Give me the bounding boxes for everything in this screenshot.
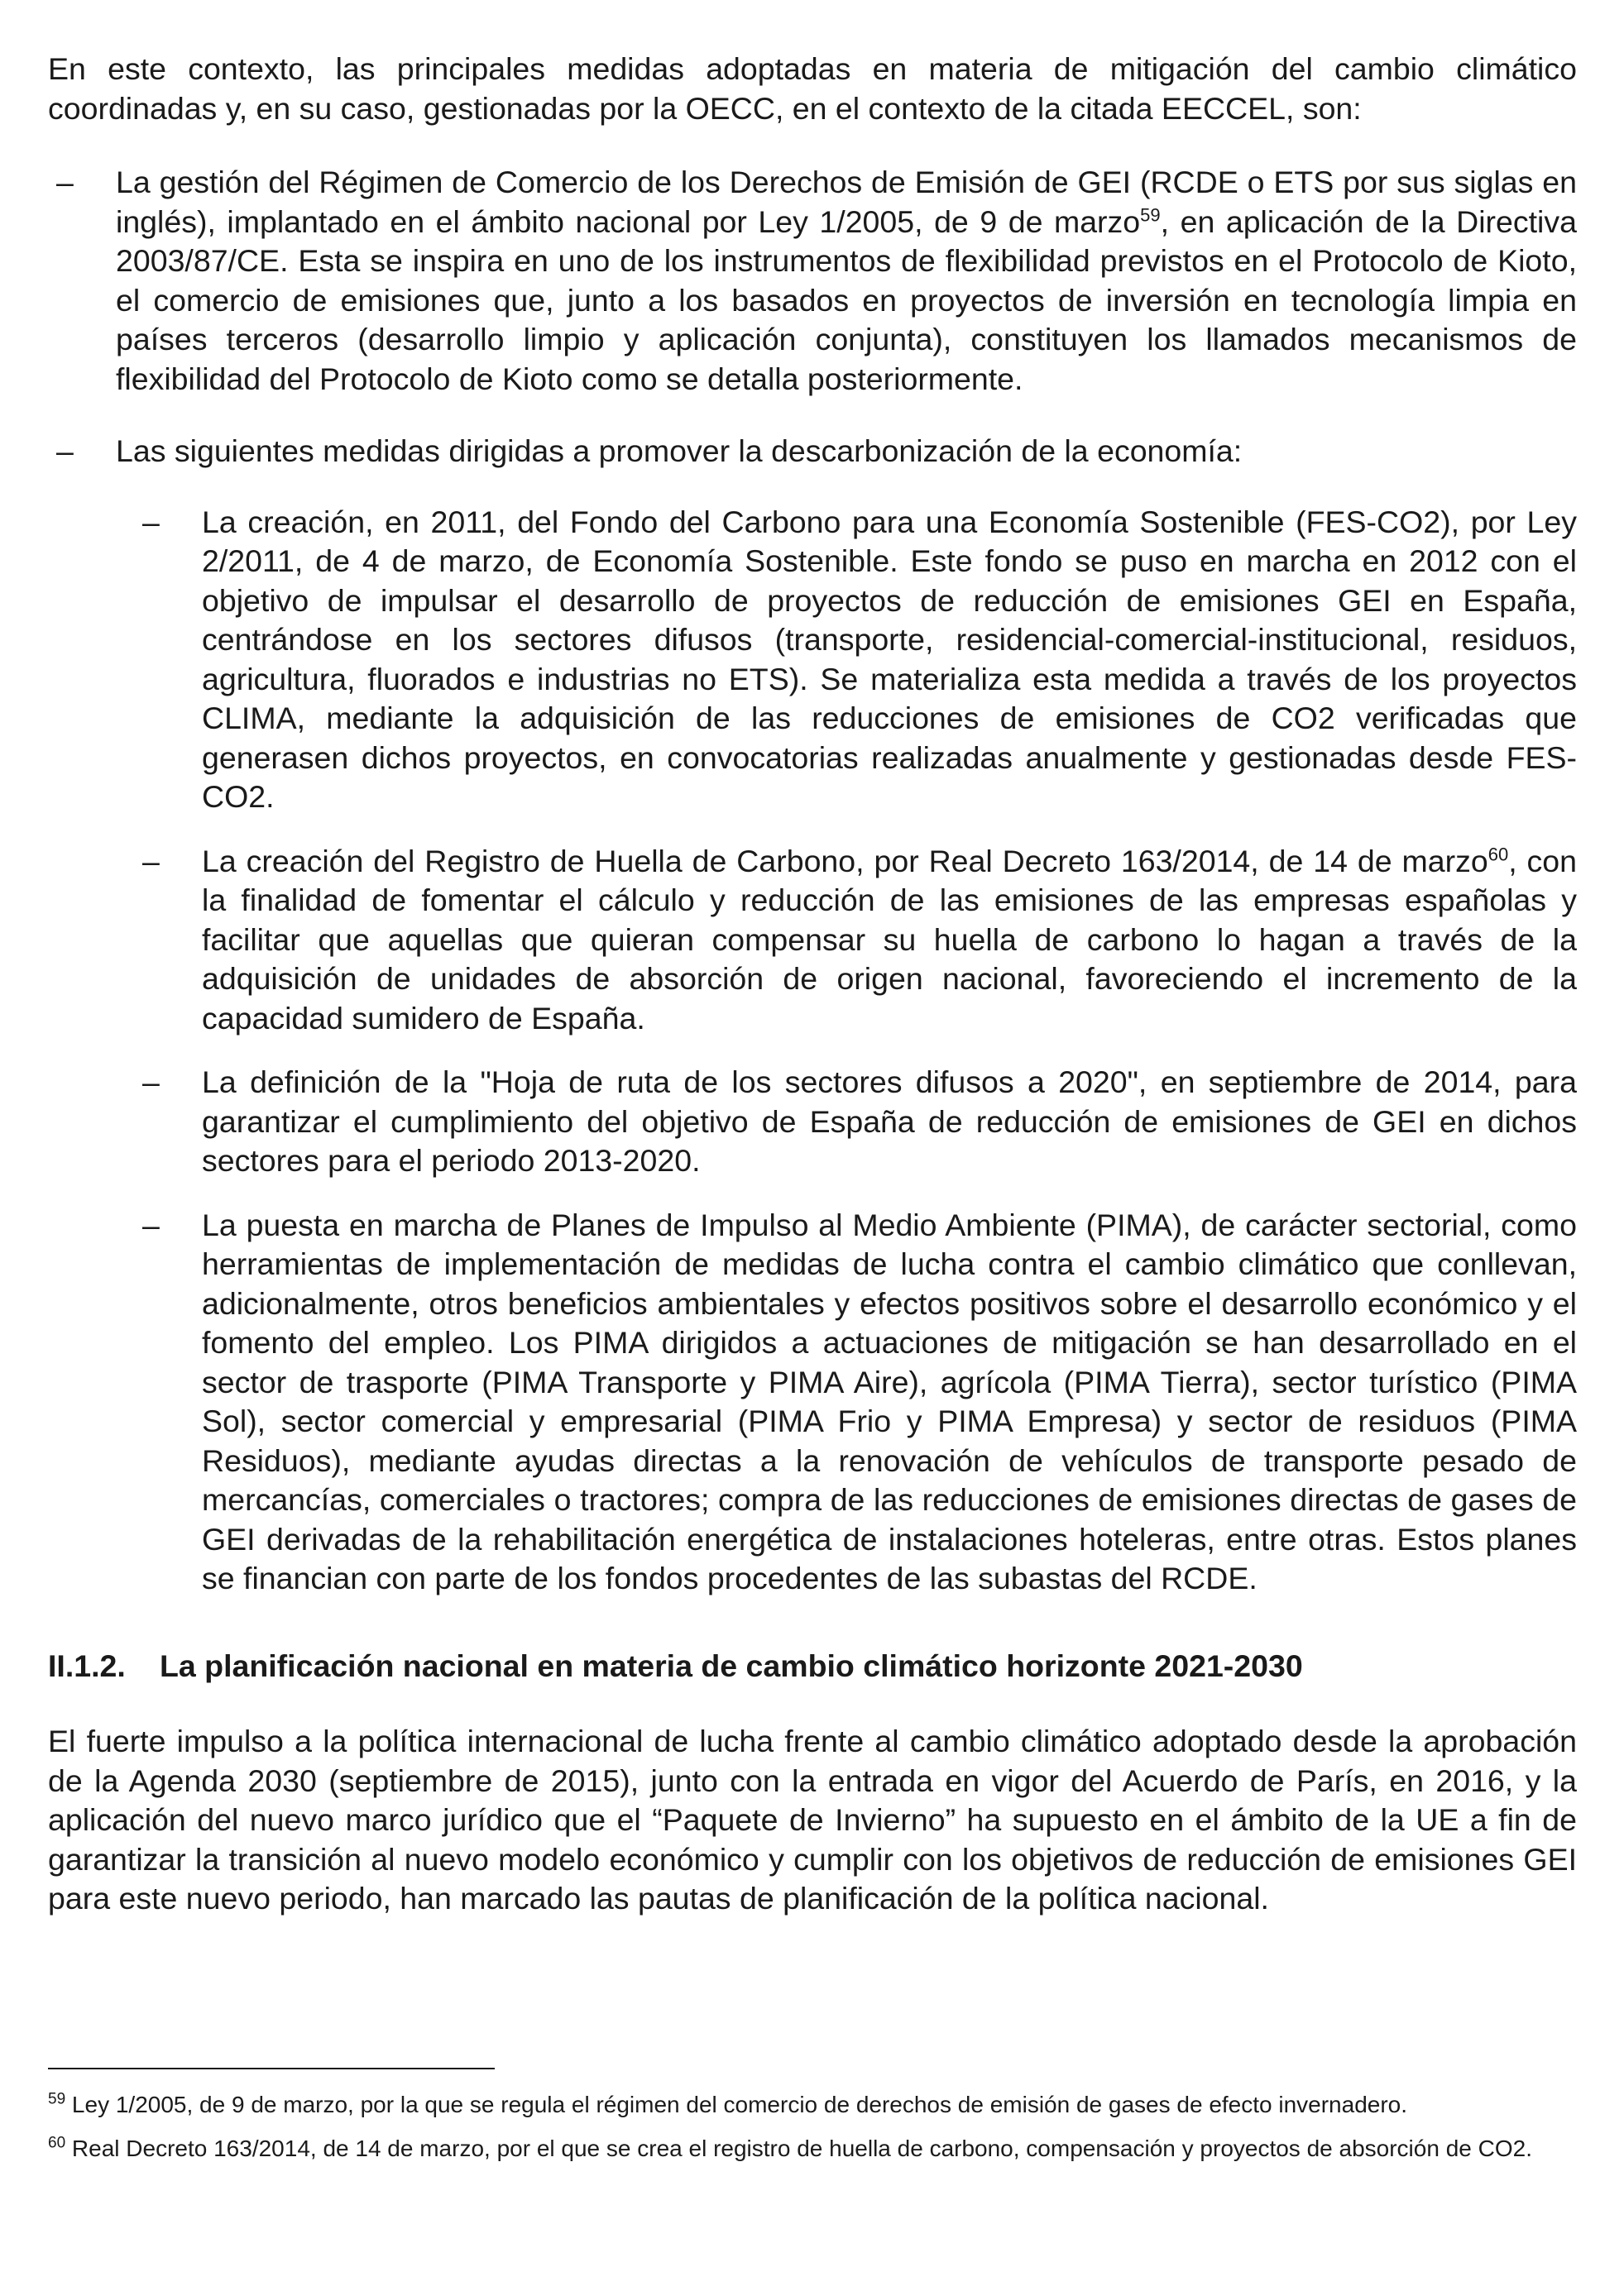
list-item: [48, 432, 1577, 1599]
footnotes: [48, 2090, 1577, 2178]
section-heading: [48, 1647, 1577, 1686]
sub-list-item: [48, 503, 1577, 817]
sub-list-item-text: La puesta en marcha de Planes de Impulso al Medio Ambiente (PIMA), de carácter sectorial, como herramientas de implementación de medidas de lucha contra el cambio climático que conllevan, adicionalmente, otros beneficios ambientales y efectos positivos sobre el desarrollo económico y el fomento del empleo. Los PIMA dirigidos a actuaciones de mitigación se han desarrollado en el sector de trasporte (PIMA Transporte y PIMA Aire), agrícola (PIMA Tierra), sector turístico (PIMA Sol), sector comercial y empresarial (PIMA Frio y PIMA Empresa) y sector de residuos (PIMA Residuos), mediante ayudas directas a la renovación de vehículos de transporte pesado de mercancías, comerciales o tractores; compra de las reducciones de emisiones directas de gases de GEI derivadas de la rehabilitación energética de instalaciones hoteleras, entre otras. Estos planes se financian con parte de los fondos procedentes de las subastas del RCDE.: [202, 1207, 1577, 1595]
footnote-59: [48, 2090, 1577, 2119]
footnote-ref-60[interactable]: 60: [1487, 844, 1509, 864]
footnote-60: [48, 2134, 1577, 2163]
list-item-text: La gestión del Régimen de Comercio de los Derechos de Emisión de GEI (RCDE o ETS por sus siglas en inglés), implantado en el ámbito nacional por Ley 1/2005, de 9 de marzo$^{59}$, en aplicación de la Directiva 2003/87/CE. Esta se inspira en uno de los instrumentos de flexibilidad previstos en el Protocolo de Kioto, el comercio de emisiones que, junto a los basados en proyectos de inversión en tecnología limpia en países terceros (desarrollo limpio y aplicación conjunta), constituyen los llamados mecanismos de flexibilidad del Protocolo de Kioto como se detalla posteriormente.: [116, 165, 1577, 396]
sub-list-item-text: La definición de la "Hoja de ruta de los sectores difusos a 2020", en septiembre de 2014, para garantizar el cumplimiento del objetivo de España de reducción de emisiones de GEI en dichos sectores para el periodo 2013-2020.: [202, 1064, 1577, 1178]
bullet-dash: –: [56, 165, 74, 199]
footnote-text: Real Decreto 163/2014, de 14 de marzo, por el que se crea el registro de huella de carbono, compensación y proyectos de absorción de CO2.: [71, 2136, 1532, 2161]
sub-list-item: [48, 1063, 1577, 1181]
footnote-separator: [48, 2068, 495, 2069]
sub-list-item: [48, 1206, 1577, 1599]
footnote-text: Ley 1/2005, de 9 de marzo, por la que se regula el régimen del comercio de derechos de emisión de gases de efecto invernadero.: [71, 2092, 1408, 2117]
list-item: [48, 163, 1577, 399]
intro-paragraph: En este contexto, las principales medidas adoptadas en materia de mitigación del cambio climático coordinadas y, en su caso, gestionadas por la OECC, en el contexto de la citada EECCEL, son:: [48, 51, 1577, 126]
footnote-number: 59: [48, 2090, 66, 2108]
list-item-text: Las siguientes medidas dirigidas a promover la descarbonización de la economía:: [116, 433, 1243, 468]
bullet-dash: –: [142, 1207, 160, 1242]
bullet-dash: –: [142, 843, 160, 878]
bullet-dash: –: [56, 433, 74, 468]
section-title: La planificación nacional en materia de cambio climático horizonte 2021-2030: [160, 1648, 1303, 1683]
footnote-number: 60: [48, 2134, 66, 2152]
section-number: II.1.2.: [48, 1648, 126, 1683]
bullet-dash: –: [142, 1064, 160, 1099]
bullet-dash: –: [142, 504, 160, 539]
footnote-ref-59[interactable]: 59: [1140, 204, 1161, 225]
document-page: [48, 50, 1577, 1919]
sub-list-item-text: La creación, en 2011, del Fondo del Carbono para una Economía Sostenible (FES-CO2), por Ley 2/2011, de 4 de marzo, de Economía Sostenible. Este fondo se puso en marcha en 2012 con el objetivo de impulsar el desarrollo de proyectos de reducción de emisiones GEI en España, centrándose en los sectores difusos (transporte, residencial-comercial-institucional, residuos, agricultura, fluorados e industrias no ETS). Se materializa esta medida a través de los proyectos CLIMA, mediante la adquisición de las reducciones de emisiones de CO2 verificadas que generasen dichos proyectos, en convocatorias realizadas anualmente y gestionadas desde FES-CO2.: [202, 504, 1577, 814]
closing-paragraph: El fuerte impulso a la política internacional de lucha frente al cambio climático adoptado desde la aprobación de la Agenda 2030 (septiembre de 2015), junto con la entrada en vigor del Acuerdo de París, en 2016, y la aplicación del nuevo marco jurídico que el “Paquete de Invierno” ha supuesto en el ámbito de la UE a fin de garantizar la transición al nuevo modelo económico y cumplir con los objetivos de reducción de emisiones GEI para este nuevo periodo, han marcado las pautas de planificación de la política nacional.: [48, 1724, 1577, 1916]
sub-list: [48, 503, 1577, 1599]
sub-list-item-text: La creación del Registro de Huella de Carbono, por Real Decreto 163/2014, de 14 de marzo$^{60}$, con la finalidad de fomentar el cálculo y reducción de las emisiones de las empresas españolas y facilitar que aquellas que quieran compensar su huella de carbono lo hagan a través de la adquisición de unidades de absorción de origen nacional, favoreciendo el incremento de la capacidad sumidero de España.: [202, 843, 1577, 1036]
sub-list-item: [48, 842, 1577, 1039]
